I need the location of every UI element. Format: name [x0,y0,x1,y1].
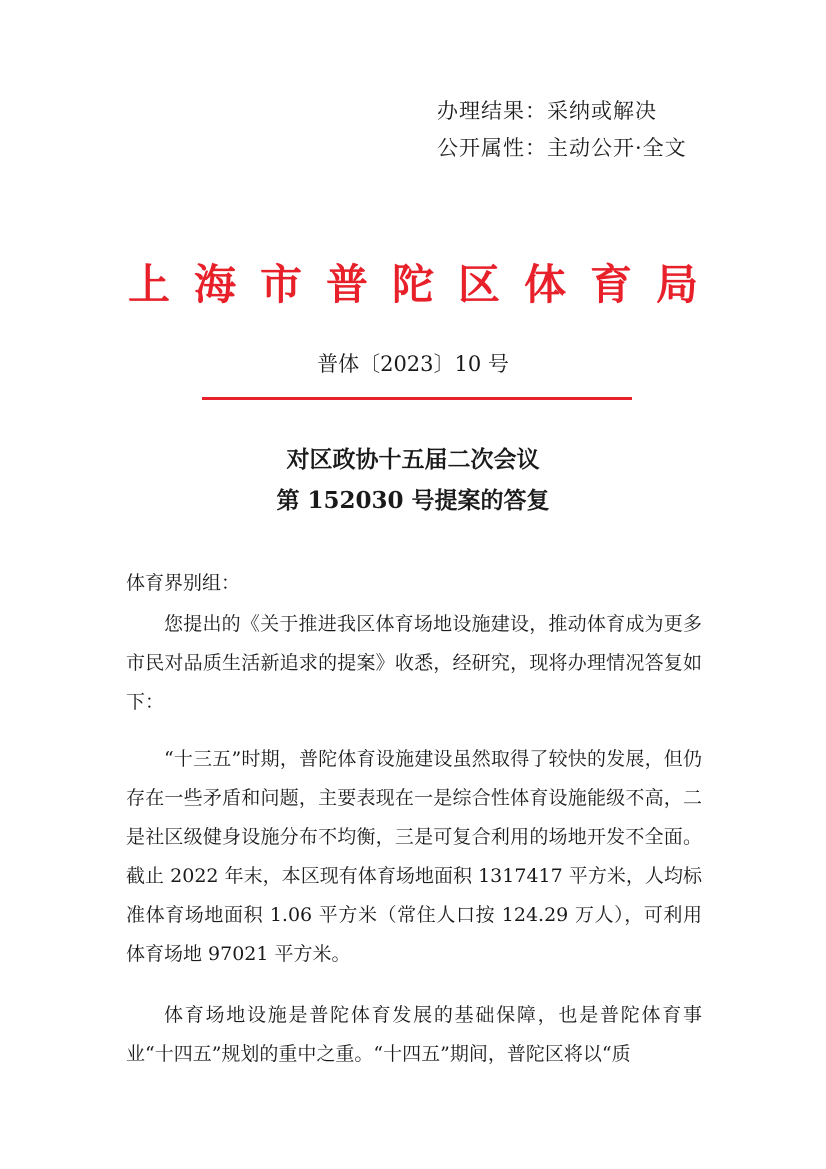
salutation: 体育界别组： [126,572,241,594]
document-number: 普体〔2023〕10 号 [317,352,509,376]
body-paragraph-2: “十三五”时期，普陀体育设施建设虽然取得了较快的发展，但仍存在一些矛盾和问题，主要表现在一是综合性体育设施能级不高，二是社区级健身设施分布不均衡，三是可复合利用的场地开发不全面。截止 2022 年末，本区现有体育场地面积 1317417 平方米，人均标准体育场地面积 1.06 平方米（常住人口按 124.29 万人），可利用体育场地 97021 平方米。 [126,748,702,965]
organization-title: 上海市普陀区体育局 [127,260,722,309]
result-label: 办理结果：采纳或解决 [437,99,657,123]
red-divider [202,397,632,400]
body-paragraph-3: 体育场地设施是普陀体育发展的基础保障，也是普陀体育事业“十四五”规划的重中之重。“十四五”期间，普陀区将以“质 [126,1004,702,1065]
document-title-line-1: 对区政协十五届二次会议 [286,446,540,473]
body-paragraph-1: 您提出的《关于推进我区体育场地设施建设，推动体育成为更多市民对品质生活新追求的提案》收悉，经研究，现将办理情况答复如下： [126,613,702,713]
document-title-line-2: 第 152030 号提案的答复 [276,487,550,514]
disclosure-label: 公开属性：主动公开·全文 [437,136,687,160]
